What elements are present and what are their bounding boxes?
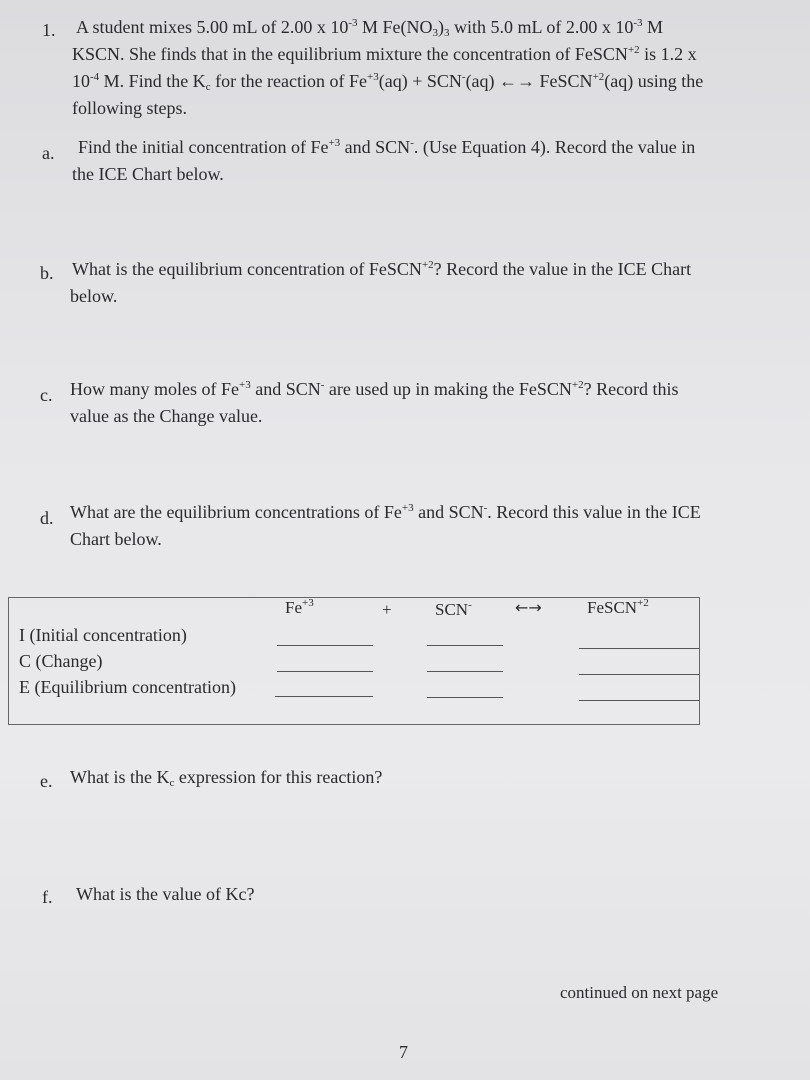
question-c-line-1: How many moles of $Fe^{+3}$ and SCN- are used up in making the FeSCN$^{+2}$? Record this (70, 379, 679, 399)
question-1-line-1: A student mixes 5.00 mL of 2.00 x $10^{-3}$ M $Fe(NO_3)_3$ with 5.0 mL of 2.00 x $10^{-3}$ M (76, 17, 664, 39)
ice-row-equilibrium-label: E (Equilibrium concentration) (19, 677, 236, 697)
equilibrium-arrow-icon: ←→ (515, 598, 542, 617)
question-b-text (72, 256, 792, 310)
question-b-letter: b. (40, 263, 54, 283)
question-d-letter: d. (40, 508, 54, 528)
question-1-line-4: following steps. (72, 98, 187, 118)
ice-blank-change-fe[interactable] (277, 671, 373, 672)
ice-blank-initial-fescn[interactable] (579, 648, 699, 649)
question-1-line-3: $10^{-4}$ M. Find the $K_c$ for the reaction of $Fe^{+3}(aq) + SCN^-(aq)$ ←→ FeSCN$^{+2}$(aq) using the (72, 71, 704, 93)
question-a-line-1: Find the initial concentration of $Fe^{+3}$ and SCN-. (Use Equation 4). Record the value in (78, 137, 696, 157)
question-e-letter: e. (40, 771, 53, 791)
question-c-line-2: value as the Change value. (70, 406, 263, 426)
question-d-line-2: Chart below. (70, 529, 162, 549)
ice-header-fe: $Fe^{+3}$ (285, 597, 314, 617)
ice-blank-equilibrium-fe[interactable] (275, 696, 373, 697)
question-b-line-2: below. (70, 286, 118, 306)
page-number: 7 (399, 1042, 408, 1062)
ice-blank-initial-fe[interactable] (277, 645, 373, 646)
ice-blank-initial-scn[interactable] (427, 645, 503, 646)
ice-row-change-label: C (Change) (19, 651, 103, 671)
question-d-line-1: What are the equilibrium concentrations of $Fe^{+3}$ and SCN-. Record this value in the ICE (70, 502, 701, 522)
ice-blank-equilibrium-fescn[interactable] (579, 700, 699, 701)
ice-row-initial-label: I (Initial concentration) (19, 625, 187, 645)
question-a-text (74, 134, 794, 188)
ice-blank-change-scn[interactable] (427, 671, 503, 672)
ice-header-plus: + (382, 600, 392, 619)
continued-note: continued on next page (560, 983, 719, 1002)
question-1-text (72, 14, 796, 122)
ice-blank-equilibrium-scn[interactable] (427, 697, 503, 698)
question-b-line-1: What is the equilibrium concentration of FeSCN$^{+2}$? Record the value in the ICE Chart (72, 259, 692, 279)
question-c-text (70, 376, 800, 430)
question-1-line-2: KSCN. She finds that in the equilibrium mixture the concentration of FeSCN$^{+2}$ is 1.2 x (72, 44, 697, 64)
question-f-letter: f. (42, 887, 53, 907)
question-a-letter: a. (42, 143, 55, 163)
question-d-text (70, 499, 800, 553)
question-a-line-2: the ICE Chart below. (72, 164, 224, 184)
question-1-number: 1. (42, 20, 56, 40)
question-f-text: What is the value of Kc? (76, 884, 255, 904)
ice-chart (8, 597, 700, 725)
question-c-letter: c. (40, 385, 53, 405)
ice-header-fescn: FeSCN$^{+2}$ (587, 597, 649, 617)
ice-blank-change-fescn[interactable] (579, 674, 699, 675)
ice-header-scn: SCN- (435, 599, 472, 619)
question-e-text: What is the $K_c$ expression for this reaction? (70, 767, 383, 789)
